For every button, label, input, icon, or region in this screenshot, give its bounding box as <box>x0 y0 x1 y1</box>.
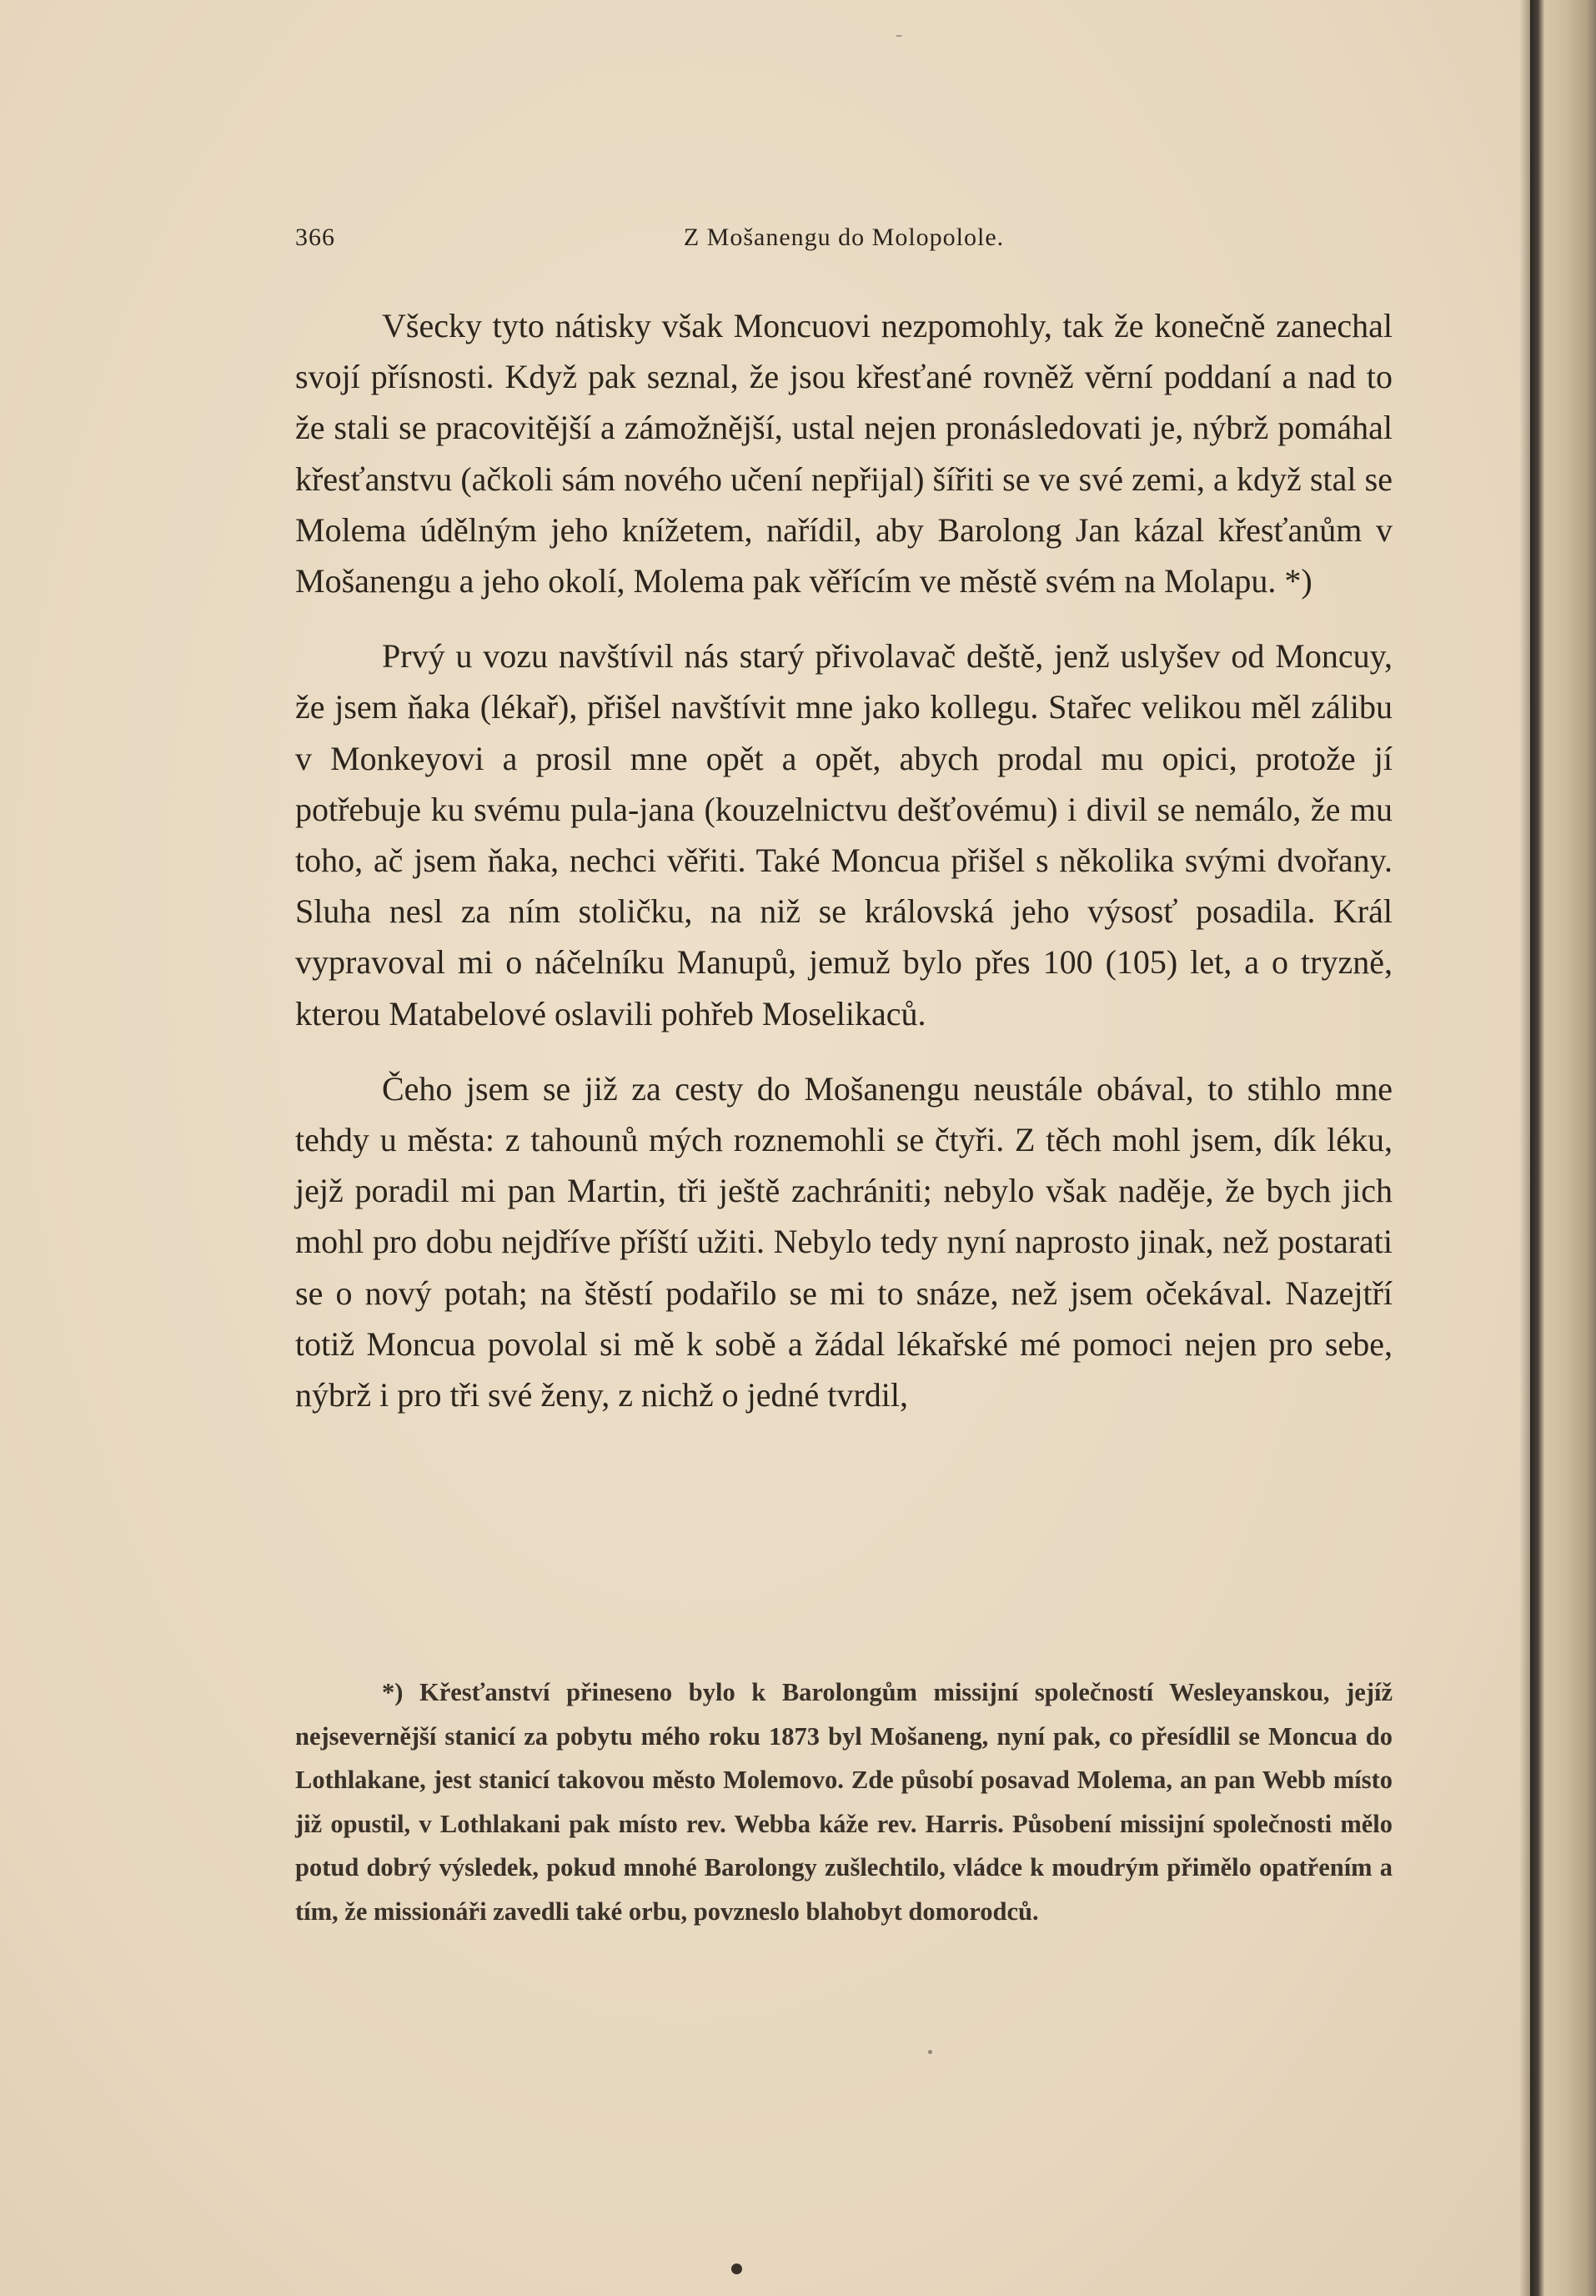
page-number: 366 <box>295 224 335 251</box>
ink-speck <box>928 2050 932 2054</box>
ink-speck <box>731 2263 742 2274</box>
paragraph-3: Čeho jsem se již za cesty do Mošanengu neustále obával, to stihlo mne tehdy u města: z tahounů mých roznemohli se čtyři. Z těch mohl jsem, dík léku, jejž poradil mi pan Martin, tři ještě zachrániti; nebylo však naděje, že bych jich mohl pro dobu nejdříve příští užiti. Nebylo tedy nyní naprosto jinak, než postarati se o nový potah; na štěstí podařilo se mi to snáze, než jsem očekával. Nazejtří totiž Moncua povolal si mě k sobě a žádal lékařské mé pomoci nejen pro sebe, nýbrž i pro tři své ženy, z nichž o jedné tvrdil, <box>295 1069 1393 1414</box>
book-spine <box>1530 0 1596 2296</box>
page-header <box>295 219 1393 260</box>
paragraph-1: Všecky tyto nátisky však Moncuovi nezpomohly, tak že konečně zanechal svojí přísnosti. Když pak seznal, že jsou křesťané rovněž věrní poddaní a nad to že stali se pracovitější a zámožnější, ustal nejen pronásledovati je, nýbrž pomáhal křesťanstvu (ačkoli sám nového učení nepřijal) šířiti se ve své zemi, a když stal se Molema údělným jeho knížetem, nařídil, aby Barolong Jan kázal křesťanům v Mošanengu a jeho okolí, Molema pak věřícím ve městě svém na Molapu. *) <box>295 307 1393 600</box>
paragraph-2: Prvý u vozu navštívil nás starý přivolavač deště, jenž uslyšev od Moncuy, že jsem ňaka (lékař), přišel navštívit mne jako kollegu. Stařec velikou měl zálibu v Monkeyovi a prosil mne opět a opět, abych prodal mu opici, protože jí potřebuje ku svému pula-jana (kouzelnictvu dešťovému) i divil se nemálo, že mu toho, ač jsem ňaka, nechci věřiti. Také Moncua přišel s několika svými dvořany. Sluha nesl za ním stoličku, na niž se královská jeho výsosť posadila. Král vypravoval mi o náčelníku Manupů, jemuž bylo přes 100 (105) let, a o tryzně, kterou Matabelové oslavili pohřeb Moselikaců. <box>295 637 1393 1032</box>
page-shadow <box>1519 0 1530 2296</box>
footnote: *) Křesťanství přineseno bylo k Barolongům missijní společností Wesleyanskou, jejíž nejsevernější stanicí za pobytu mého roku 1873 byl Mošaneng, nyní pak, co přesídlil se Moncua do Lothlakane, jest stanicí takovou město Molemovo. Zde působí posavad Molema, an pan Webb místo již opustil, v Lothlakani pak místo rev. Webba káže rev. Harris. Působení missijní společnosti mělo potud dobrý výsledek, pokud mnohé Barolongy zušlechtilo, vládce k moudrým přimělo opatřením a tím, že missionáři zavedli také orbu, povzneslo blahobyt domorodců. <box>295 1678 1393 1926</box>
running-title: Z Mošanengu do Molopolole. <box>683 224 1005 251</box>
ink-speck <box>896 35 902 37</box>
body-text <box>295 300 1393 1420</box>
